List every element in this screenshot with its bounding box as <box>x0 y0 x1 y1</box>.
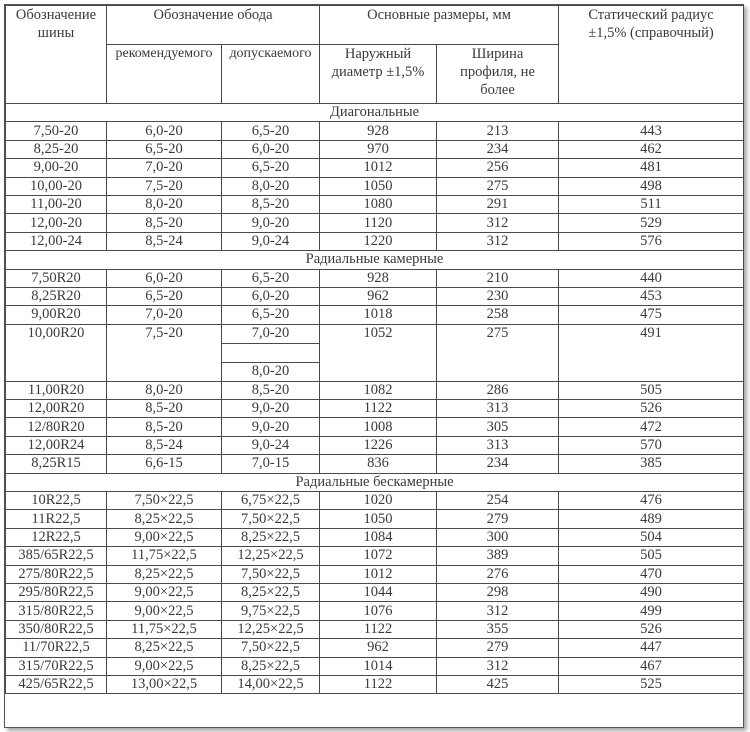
table-row-merged <box>6 324 744 343</box>
cell-rim-recommended: 8,25×22,5 <box>107 565 222 583</box>
cell-outer-diameter: 1020 <box>320 492 437 510</box>
cell-tire: 315/70R22,5 <box>6 657 107 675</box>
cell-radius: 476 <box>559 492 744 510</box>
cell-tire: 9,00R20 <box>6 306 107 324</box>
cell-rim-allowed: 7,0-20 <box>222 324 320 343</box>
cell-tire: 10,00R20 <box>6 324 107 381</box>
table-row <box>6 159 744 177</box>
cell-radius: 472 <box>559 418 744 436</box>
cell-tire: 425/65R22,5 <box>6 675 107 693</box>
header-width-line3: более <box>480 82 515 98</box>
table-row <box>6 418 744 436</box>
cell-outer-diameter: 1082 <box>320 381 437 399</box>
table-row <box>6 510 744 528</box>
cell-rim-allowed: 8,5-20 <box>222 381 320 399</box>
cell-width: 279 <box>437 510 559 528</box>
table-row <box>6 381 744 399</box>
header-outer-diameter-line1: Наружный <box>344 46 412 62</box>
cell-rim-recommended: 8,5-20 <box>107 418 222 436</box>
cell-rim-recommended: 8,0-20 <box>107 195 222 213</box>
cell-width: 291 <box>437 195 559 213</box>
cell-rim-allowed: 7,50×22,5 <box>222 639 320 657</box>
table-row <box>6 232 744 250</box>
cell-rim-recommended: 6,0-20 <box>107 269 222 287</box>
cell-tire: 8,25R20 <box>6 287 107 305</box>
cell-rim-recommended: 9,00×22,5 <box>107 602 222 620</box>
cell-outer-diameter: 1226 <box>320 436 437 454</box>
table-row <box>6 436 744 454</box>
table-row <box>6 657 744 675</box>
section-row <box>6 473 744 491</box>
cell-width: 276 <box>437 565 559 583</box>
cell-outer-diameter: 1084 <box>320 528 437 546</box>
cell-tire: 12R22,5 <box>6 528 107 546</box>
cell-radius: 498 <box>559 177 744 195</box>
cell-rim-recommended: 11,75×22,5 <box>107 620 222 638</box>
cell-rim-allowed: 7,0-15 <box>222 455 320 473</box>
cell-radius: 511 <box>559 195 744 213</box>
header-designation-line1: Обозначение <box>15 7 97 23</box>
cell-tire: 12,00-24 <box>6 232 107 250</box>
table-row <box>6 400 744 418</box>
cell-radius: 447 <box>559 639 744 657</box>
cell-width: 425 <box>437 675 559 693</box>
cell-rim-allowed: 6,0-20 <box>222 140 320 158</box>
cell-outer-diameter: 1014 <box>320 657 437 675</box>
cell-rim-recommended: 8,25×22,5 <box>107 510 222 528</box>
table-row <box>6 269 744 287</box>
cell-width: 298 <box>437 583 559 601</box>
section-row <box>6 104 744 122</box>
cell-rim-allowed: 6,5-20 <box>222 306 320 324</box>
cell-radius: 505 <box>559 381 744 399</box>
cell-rim-recommended: 13,00×22,5 <box>107 675 222 693</box>
cell-tire: 12,00-20 <box>6 214 107 232</box>
cell-width: 234 <box>437 140 559 158</box>
cell-outer-diameter: 1076 <box>320 602 437 620</box>
cell-width: 256 <box>437 159 559 177</box>
table-row <box>6 214 744 232</box>
section-title: Радиальные бескамерные <box>6 473 744 491</box>
cell-tire: 315/80R22,5 <box>6 602 107 620</box>
cell-outer-diameter: 962 <box>320 287 437 305</box>
cell-radius: 470 <box>559 565 744 583</box>
cell-width: 312 <box>437 657 559 675</box>
cell-outer-diameter: 1008 <box>320 418 437 436</box>
cell-rim-recommended: 6,5-20 <box>107 287 222 305</box>
cell-rim-recommended: 6,5-20 <box>107 140 222 158</box>
cell-rim-recommended: 7,5-20 <box>107 324 222 381</box>
cell-tire: 8,25R15 <box>6 455 107 473</box>
table-row <box>6 620 744 638</box>
cell-width: 300 <box>437 528 559 546</box>
cell-rim-allowed: 9,75×22,5 <box>222 602 320 620</box>
cell-rim-allowed: 8,25×22,5 <box>222 657 320 675</box>
header-radius <box>559 6 744 104</box>
header-rim-allowed: допускаемого <box>222 45 320 104</box>
cell-rim-recommended: 8,5-24 <box>107 436 222 454</box>
cell-radius: 453 <box>559 287 744 305</box>
header-radius-line1: Статический радиус <box>588 7 714 23</box>
cell-outer-diameter: 1018 <box>320 306 437 324</box>
header-width-line2: профиля, не <box>460 64 535 80</box>
cell-rim-recommended: 8,0-20 <box>107 381 222 399</box>
cell-width: 258 <box>437 306 559 324</box>
cell-width: 305 <box>437 418 559 436</box>
cell-rim-allowed: 6,75×22,5 <box>222 492 320 510</box>
table-row <box>6 583 744 601</box>
section-title: Радиальные камерные <box>6 251 744 269</box>
cell-tire: 385/65R22,5 <box>6 547 107 565</box>
cell-rim-allowed: 8,25×22,5 <box>222 583 320 601</box>
table-row <box>6 565 744 583</box>
cell-rim-allowed: 9,0-24 <box>222 436 320 454</box>
cell-width: 275 <box>437 177 559 195</box>
cell-outer-diameter: 1012 <box>320 565 437 583</box>
cell-outer-diameter: 1122 <box>320 675 437 693</box>
cell-rim-recommended: 7,0-20 <box>107 159 222 177</box>
cell-rim-recommended: 7,0-20 <box>107 306 222 324</box>
cell-radius: 505 <box>559 547 744 565</box>
cell-tire: 7,50R20 <box>6 269 107 287</box>
cell-outer-diameter: 928 <box>320 122 437 140</box>
header-outer-diameter <box>320 45 437 104</box>
cell-width: 286 <box>437 381 559 399</box>
cell-rim-recommended: 6,6-15 <box>107 455 222 473</box>
cell-rim-recommended: 8,25×22,5 <box>107 639 222 657</box>
cell-tire: 12/80R20 <box>6 418 107 436</box>
cell-radius: 475 <box>559 306 744 324</box>
cell-rim-allowed: 7,50×22,5 <box>222 510 320 528</box>
table-row <box>6 455 744 473</box>
cell-radius: 481 <box>559 159 744 177</box>
table-row <box>6 306 744 324</box>
cell-rim-recommended: 8,5-24 <box>107 232 222 250</box>
cell-rim-allowed-empty <box>222 343 320 362</box>
cell-radius: 499 <box>559 602 744 620</box>
cell-rim-recommended: 11,75×22,5 <box>107 547 222 565</box>
cell-tire: 11R22,5 <box>6 510 107 528</box>
header-designation-line2: шины <box>37 25 75 41</box>
cell-tire: 11,00-20 <box>6 195 107 213</box>
cell-tire: 7,50-20 <box>6 122 107 140</box>
cell-outer-diameter: 1012 <box>320 159 437 177</box>
cell-outer-diameter: 1050 <box>320 510 437 528</box>
header-dims: Основные размеры, мм <box>320 6 559 45</box>
header-designation <box>6 6 107 104</box>
cell-radius: 440 <box>559 269 744 287</box>
cell-outer-diameter: 1050 <box>320 177 437 195</box>
cell-rim-allowed: 9,0-20 <box>222 214 320 232</box>
header-width <box>437 45 559 104</box>
cell-rim-recommended: 8,5-20 <box>107 400 222 418</box>
cell-outer-diameter: 1052 <box>320 324 437 381</box>
table-row <box>6 492 744 510</box>
table-row <box>6 140 744 158</box>
cell-rim-recommended: 7,50×22,5 <box>107 492 222 510</box>
cell-tire: 9,00-20 <box>6 159 107 177</box>
table-row <box>6 195 744 213</box>
cell-radius: 385 <box>559 455 744 473</box>
cell-radius: 576 <box>559 232 744 250</box>
cell-rim-allowed: 9,0-24 <box>222 232 320 250</box>
cell-rim-recommended: 6,0-20 <box>107 122 222 140</box>
cell-rim-allowed: 8,5-20 <box>222 195 320 213</box>
cell-rim-allowed: 12,25×22,5 <box>222 547 320 565</box>
cell-width: 389 <box>437 547 559 565</box>
cell-outer-diameter: 970 <box>320 140 437 158</box>
table-row <box>6 287 744 305</box>
cell-radius: 529 <box>559 214 744 232</box>
cell-rim-allowed: 6,5-20 <box>222 122 320 140</box>
cell-radius: 462 <box>559 140 744 158</box>
cell-rim-allowed: 6,5-20 <box>222 159 320 177</box>
cell-radius: 570 <box>559 436 744 454</box>
cell-width: 279 <box>437 639 559 657</box>
cell-rim-allowed: 8,25×22,5 <box>222 528 320 546</box>
table-row <box>6 547 744 565</box>
cell-tire: 8,25-20 <box>6 140 107 158</box>
table-row <box>6 602 744 620</box>
cell-rim-recommended: 9,00×22,5 <box>107 583 222 601</box>
header-row-1 <box>6 6 744 45</box>
cell-tire: 12,00R20 <box>6 400 107 418</box>
cell-width: 312 <box>437 602 559 620</box>
cell-rim-allowed: 9,0-20 <box>222 418 320 436</box>
cell-outer-diameter: 1122 <box>320 620 437 638</box>
cell-rim-allowed: 6,5-20 <box>222 269 320 287</box>
cell-tire: 275/80R22,5 <box>6 565 107 583</box>
cell-outer-diameter: 1080 <box>320 195 437 213</box>
cell-rim-allowed: 9,0-20 <box>222 400 320 418</box>
header-width-line1: Ширина <box>471 46 524 62</box>
table-row <box>6 675 744 693</box>
table-row <box>6 122 744 140</box>
cell-tire: 295/80R22,5 <box>6 583 107 601</box>
cell-width: 254 <box>437 492 559 510</box>
cell-radius: 490 <box>559 583 744 601</box>
cell-outer-diameter: 928 <box>320 269 437 287</box>
cell-tire: 350/80R22,5 <box>6 620 107 638</box>
cell-outer-diameter: 1220 <box>320 232 437 250</box>
cell-rim-allowed: 14,00×22,5 <box>222 675 320 693</box>
cell-rim-recommended: 7,5-20 <box>107 177 222 195</box>
section-row <box>6 251 744 269</box>
cell-radius: 443 <box>559 122 744 140</box>
cell-rim-recommended: 8,5-20 <box>107 214 222 232</box>
cell-outer-diameter: 1044 <box>320 583 437 601</box>
cell-outer-diameter: 962 <box>320 639 437 657</box>
cell-radius: 526 <box>559 620 744 638</box>
cell-width: 313 <box>437 436 559 454</box>
table-row <box>6 528 744 546</box>
cell-rim-allowed: 7,50×22,5 <box>222 565 320 583</box>
cell-tire: 12,00R24 <box>6 436 107 454</box>
cell-width: 312 <box>437 232 559 250</box>
cell-radius: 504 <box>559 528 744 546</box>
cell-rim-allowed: 8,0-20 <box>222 362 320 381</box>
cell-outer-diameter: 1072 <box>320 547 437 565</box>
cell-width: 230 <box>437 287 559 305</box>
cell-tire: 10R22,5 <box>6 492 107 510</box>
cell-rim-allowed: 12,25×22,5 <box>222 620 320 638</box>
header-radius-line2: ±1,5% (справочный) <box>588 25 714 41</box>
cell-rim-allowed: 6,0-20 <box>222 287 320 305</box>
cell-width: 275 <box>437 324 559 381</box>
cell-width: 312 <box>437 214 559 232</box>
cell-radius: 467 <box>559 657 744 675</box>
header-rim: Обозначение обода <box>107 6 320 45</box>
cell-width: 210 <box>437 269 559 287</box>
table-frame <box>4 4 744 728</box>
cell-radius: 525 <box>559 675 744 693</box>
cell-outer-diameter: 1122 <box>320 400 437 418</box>
cell-rim-allowed: 8,0-20 <box>222 177 320 195</box>
cell-width: 355 <box>437 620 559 638</box>
section-title: Диагональные <box>6 104 744 122</box>
cell-width: 213 <box>437 122 559 140</box>
cell-rim-recommended: 9,00×22,5 <box>107 528 222 546</box>
cell-tire: 10,00-20 <box>6 177 107 195</box>
cell-tire: 11,00R20 <box>6 381 107 399</box>
cell-tire: 11/70R22,5 <box>6 639 107 657</box>
cell-outer-diameter: 836 <box>320 455 437 473</box>
cell-rim-recommended: 9,00×22,5 <box>107 657 222 675</box>
cell-width: 234 <box>437 455 559 473</box>
tire-dimensions-table <box>5 5 744 694</box>
table-row <box>6 639 744 657</box>
cell-radius: 491 <box>559 324 744 381</box>
table-row <box>6 177 744 195</box>
header-rim-recommended: рекомендуемого <box>107 45 222 104</box>
cell-outer-diameter: 1120 <box>320 214 437 232</box>
cell-width: 313 <box>437 400 559 418</box>
cell-radius: 489 <box>559 510 744 528</box>
header-outer-diameter-line2: диаметр ±1,5% <box>331 64 425 80</box>
cell-radius: 526 <box>559 400 744 418</box>
